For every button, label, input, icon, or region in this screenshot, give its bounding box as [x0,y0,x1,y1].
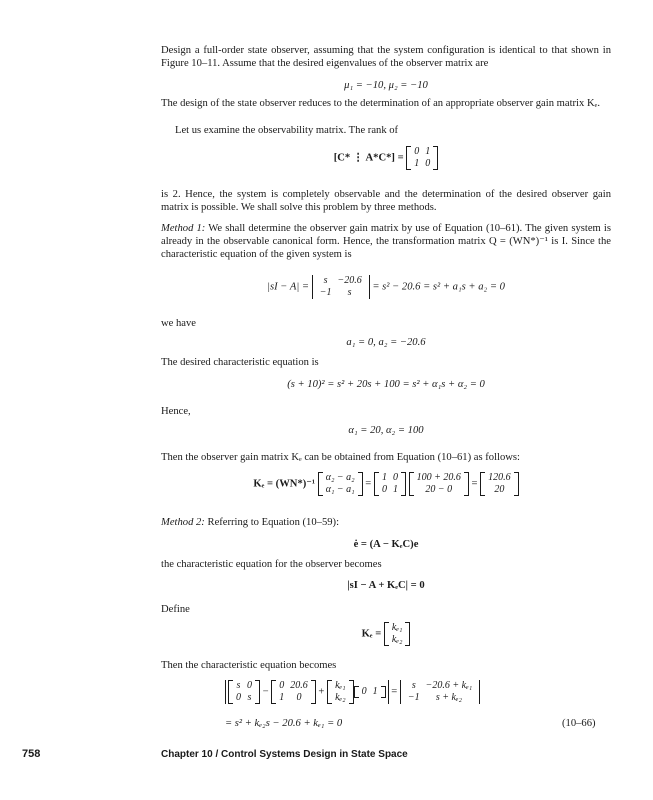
result_vec-row [485,472,514,484]
sum-vector [409,472,469,496]
char_det-row [317,287,365,299]
A-row [276,692,311,704]
final_det-cell: −20.6 + kₑ₁ [425,680,473,691]
eigenvalue-equation [161,79,611,92]
char_det-cell: s [323,275,328,286]
si-matrix [228,680,260,704]
paragraph-rank: is 2. Hence, the system is completely observable and the determination of the desired observer gain matrix is possible. We shall solve this problem by three methods. [161,189,611,213]
chapter-footer: Chapter 10 / Control Systems Design in State Space [161,749,408,760]
char-obs-intro: the characteristic equation for the observer becomes [161,559,382,570]
observability-matrix [406,146,438,170]
sum_vec-row [414,484,464,496]
method1-text: We shall determine the observer gain matrix by use of Equation (10–61). The given system is already in the observable canonical form. Hence, the transformation matrix Q = (WN*)⁻¹ is I. Since the characteristic equation of the given system is [161,223,611,260]
char_det-cell: −20.6 [337,275,362,286]
final_det-cell: −1 [407,692,420,703]
paragraph-intro: Design a full-order state observer, assuming that the system configuration is identical to that shown in Figure 10–11. Assume that the desired eigenvalues of the observer matrix are [161,45,611,69]
c-matrix [354,686,386,698]
ke-equation: Kₑ = (WN*)⁻¹ α₂ − a₂ α₁ − a₁ = 1 0 0 1 100 + 20.6 20 − 0 = 120.6 20 [161,472,611,496]
ke_vec-row [389,622,406,634]
alpha-vec-body [323,472,358,496]
eq-obs-text: |sI − A + KₑC| = 0 [347,580,425,591]
gain-intro: Then the observer gain matrix Kₑ can be obtained from Equation (10–61) as follows: [161,452,520,463]
sI-cell: 0 [247,680,252,691]
obs-cell: 1 [414,158,420,169]
desired-intro: The desired characteristic equation is [161,357,319,368]
a-matrix [271,680,316,704]
obs-row [411,146,433,158]
char_det-row [317,275,365,287]
sum_vec-cell: 20 − 0 [425,484,453,495]
final-det-body [405,680,475,704]
alpha_vec-cell: α₂ − a₂ [325,472,355,483]
obs-cell: 0 [414,146,420,157]
then-char: Then the characteristic equation becomes [161,660,337,671]
eq-a [161,336,611,349]
eq-edot-text: ė = (A − KₑC)e [353,539,419,550]
ke-lhs: Kₑ = (WN*)⁻¹ [253,478,316,490]
ke_vec-cell: kₑ₁ [335,680,346,691]
c-body [359,686,381,698]
eq-a-text: a₁ = 0, a₂ = −20.6 [346,337,426,348]
paragraph-method2 [161,516,611,529]
result_vec-cell: 120.6 [488,472,511,483]
identity-cell: 0 [381,484,387,495]
result-vec-body [485,472,514,496]
sI-cell: 0 [236,692,241,703]
final-line: = s² + kₑ₂s − 20.6 + kₑ₁ = 0 [225,718,343,729]
alpha-vector [318,472,363,496]
result-vector [480,472,519,496]
eq-alpha [161,424,611,437]
sI-row [233,692,255,704]
we-have: we have [161,318,196,329]
sI-cell: s [247,692,252,703]
method1-label: Method 1: [161,223,206,234]
eq-alpha-text: α₁ = 20, α₂ = 100 [348,425,424,436]
char-det-body [317,275,365,299]
final-det-equation: s 0 0 s − 0 20.6 1 0 + kₑ₁ kₑ₂ 0 1 = s −20.6 + kₑ₁ −1 s + kₑ₂ [225,680,480,704]
sum_vec-cell: 100 + 20.6 [416,472,461,483]
A-cell: 20.6 [290,680,308,691]
ke_vec-cell: kₑ₁ [391,622,403,633]
alpha_vec-cell: α₁ − a₁ [325,484,355,495]
identity-cell: 1 [381,472,387,483]
char-determinant [312,275,370,299]
A-row [276,680,311,692]
obs-lhs: [C* ⋮ A*C*] = [333,152,404,164]
alpha_vec-row [323,472,358,484]
sI-row [233,680,255,692]
final_det-cell: s [411,680,416,691]
ke_vec-row [389,634,406,646]
final-determinant [400,680,480,704]
ke_vec-cell: kₑ₂ [335,692,346,703]
observability-matrix-equation [161,146,611,170]
char-lhs: |sI − A| = [267,281,310,293]
ke-definition [161,622,611,646]
a-body [276,680,311,704]
C-row [359,686,381,698]
method2-label: Method 2: [161,517,205,528]
eq-mu: μ₁ = −10, μ₂ = −10 [344,80,428,91]
ke-def-lhs: Kₑ = [361,628,382,640]
outer-determinant: s 0 0 s − 0 20.6 1 0 + kₑ₁ kₑ₂ 0 1 [225,680,389,704]
char_det-cell: −1 [319,287,332,298]
ke-col-body [332,680,349,704]
alpha_vec-row [323,484,358,496]
eq-obs [161,579,611,592]
result_vec-row [485,484,514,496]
identity-cell: 1 [392,484,398,495]
identity-row [379,484,401,496]
obs-matrix-body [411,146,433,170]
eq-edot [161,538,611,551]
sum-vec-body [414,472,464,496]
eq-desired [161,378,611,391]
sum_vec-row [414,472,464,484]
paragraph-method1 [161,222,611,261]
paragraph-design: The design of the state observer reduces to the determination of an appropriate observer gain matrix Kₑ. [161,98,600,109]
si-body [233,680,255,704]
final_det-cell: s + kₑ₂ [435,692,462,703]
ke_vec-row [332,692,349,704]
final_det-row [405,692,475,704]
ke-vector [384,622,411,646]
A-cell: 0 [296,692,302,703]
paragraph-observability: Let us examine the observability matrix. The rank of [175,125,399,136]
identity-matrix [374,472,406,496]
define: Define [161,604,190,615]
char-equation [161,275,611,299]
identity-body [379,472,401,496]
identity-row [379,472,401,484]
A-cell: 1 [279,692,285,703]
C-cell: 0 [361,686,367,697]
A-cell: 0 [279,680,285,691]
obs-cell: 1 [425,146,431,157]
obs-row [411,158,433,170]
page-number: 758 [22,748,41,760]
hence: Hence, [161,406,191,417]
ke_vec-cell: kₑ₂ [391,634,403,645]
C-cell: 1 [372,686,378,697]
eq-desired-text: (s + 10)² = s² + 20s + 100 = s² + α₁s + α₂ = 0 [287,379,485,390]
char_det-cell: s [347,287,352,298]
obs-cell: 0 [425,158,431,169]
method2-text: Referring to Equation (10–59): [207,517,340,528]
ke-col [327,680,354,704]
identity-cell: 0 [392,472,398,483]
result_vec-cell: 20 [494,484,505,495]
equation-number: (10–66) [562,718,596,729]
sI-cell: s [236,680,241,691]
ke-vec-body [389,622,406,646]
final_det-row [405,680,475,692]
ke_vec-row [332,680,349,692]
char-rhs: = s² − 20.6 = s² + a₁s + a₂ = 0 [372,281,505,293]
